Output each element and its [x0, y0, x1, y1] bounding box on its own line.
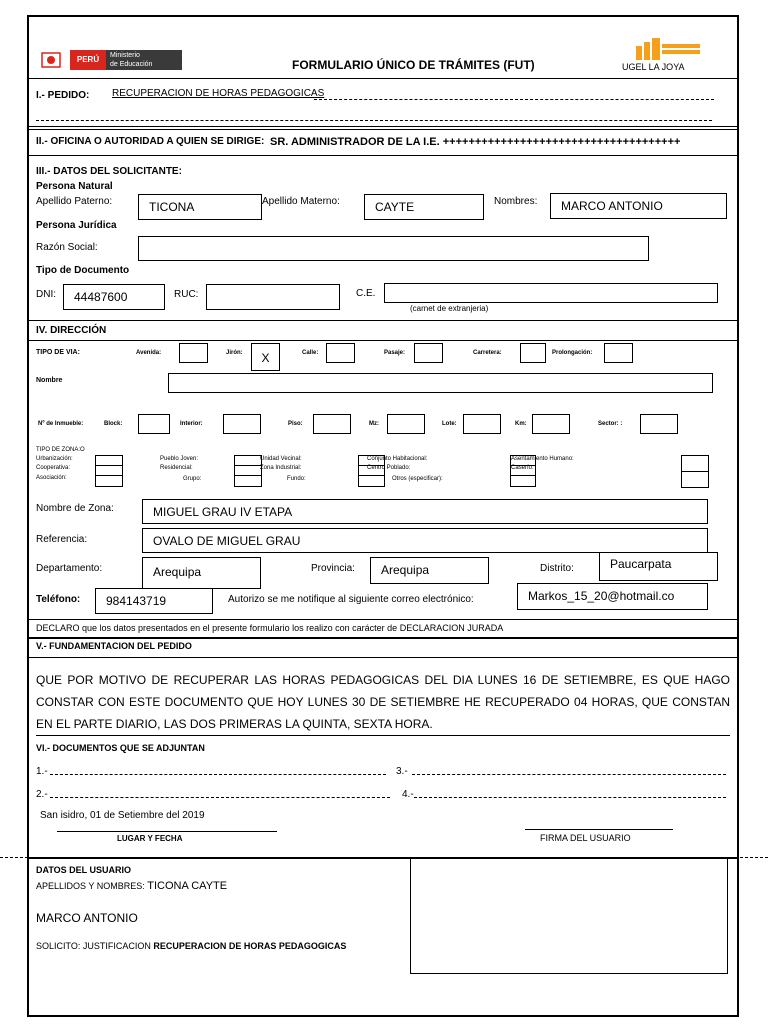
centro-poblado-label: Centro Poblado:: [367, 465, 411, 471]
fundamentacion-title: V.- FUNDAMENTACION DEL PEDIDO: [36, 641, 192, 651]
oficina-label: II.- OFICINA O AUTORIDAD A QUIEN SE DIRIGE:: [36, 136, 265, 147]
carretera-box[interactable]: [520, 343, 546, 363]
cooperativa-label: Cooperativa:: [36, 465, 71, 471]
urbanizacion-label: Urbanización:: [36, 456, 73, 462]
peru-shield-icon: [40, 52, 62, 68]
pedido-value[interactable]: RECUPERACION DE HORAS PEDAGOGICAS: [112, 88, 325, 99]
lote-label: Lote:: [442, 421, 457, 427]
usuario-solicito-label: SOLICITO: JUSTIFICACION: [36, 941, 151, 951]
ruc-label: RUC:: [174, 289, 199, 300]
fecha-text[interactable]: San isidro, 01 de Setiembre del 2019: [40, 810, 205, 821]
zona-col2-box3[interactable]: [234, 475, 262, 487]
lugar-fecha-label: LUGAR Y FECHA: [117, 834, 183, 843]
razon-social-label: Razón Social:: [36, 242, 98, 253]
apellido-materno-field[interactable]: CAYTE: [364, 194, 484, 220]
persona-juridica-label: Persona Jurídica: [36, 220, 117, 231]
nombre-via-label: Nombre: [36, 377, 63, 384]
fundamentacion-text[interactable]: QUE POR MOTIVO DE RECUPERAR LAS HORAS PEDAGOGICAS DEL DIA LUNES 16 DE SETIEMBRE, ES QUE HAGO CONSTAR CON ESTE DOCUMENTO QUE HOY LUNES 30 DE SETIEMBRE HE RECUPERADO 04 HORAS, QUE CONSTAN EN EL PARTE DIARIO, LAS DOS PRIMERAS LA QUINTA, SEXTA HORA.: [36, 673, 730, 731]
departamento-field[interactable]: Arequipa: [142, 557, 261, 589]
prolongacion-box[interactable]: [604, 343, 633, 363]
prolongacion-label: Prolongación:: [552, 350, 593, 356]
fundamentacion-underline: [36, 735, 730, 736]
referencia-label: Referencia:: [36, 534, 88, 545]
tipo-documento-label: Tipo de Documento: [36, 265, 130, 276]
unidad-vecinal-label: Unidad Vecinal:: [260, 456, 302, 462]
distrito-label: Distrito:: [540, 563, 574, 574]
fundo-label: Fundo:: [287, 476, 306, 482]
distrito-field[interactable]: Paucarpata: [599, 552, 718, 581]
dni-label: DNI:: [36, 289, 56, 300]
telefono-label: Teléfono:: [36, 594, 81, 605]
mz-label: Mz:: [369, 421, 379, 427]
documentos-title: VI.- DOCUMENTOS QUE SE ADJUNTAN: [36, 743, 205, 753]
pedido-line2: [36, 120, 712, 121]
usuario-apellidos-value[interactable]: TICONA CAYTE: [147, 880, 228, 892]
provincia-field[interactable]: Arequipa: [370, 557, 489, 584]
pasaje-label: Pasaje:: [384, 350, 406, 356]
km-box[interactable]: [532, 414, 570, 434]
documento-2-label: 2.-: [36, 789, 48, 800]
form-title: FORMULARIO ÚNICO DE TRÁMITES (FUT): [292, 58, 535, 72]
ministry-line1: Ministerio: [110, 52, 140, 59]
pasaje-box[interactable]: [414, 343, 443, 363]
jiron-box[interactable]: X: [251, 343, 280, 371]
sello-box: [410, 858, 728, 974]
nombre-zona-label: Nombre de Zona:: [36, 503, 114, 514]
pueblo-joven-label: Pueblo Joven:: [160, 456, 199, 462]
conjunto-habitacional-label: Conjunto Habitacional:: [367, 456, 428, 462]
km-label: Km:: [515, 421, 527, 427]
peru-label: PERÚ: [70, 50, 106, 70]
zona-col3-box3[interactable]: [358, 475, 385, 487]
usuario-title: DATOS DEL USUARIO: [36, 865, 132, 875]
direccion-title: IV. DIRECCIÓN: [36, 325, 107, 336]
zona-industrial-label: Zona Industrial:: [260, 465, 302, 471]
header-divider: [27, 78, 739, 79]
piso-box[interactable]: [313, 414, 351, 434]
referencia-field[interactable]: OVALO DE MIGUEL GRAU: [142, 528, 708, 553]
provincia-label: Provincia:: [311, 563, 355, 574]
jiron-label: Jirón:: [226, 350, 243, 356]
apellido-materno-label: Apellido Materno:: [262, 196, 340, 207]
nombre-zona-field[interactable]: MIGUEL GRAU IV ETAPA: [142, 499, 708, 524]
mz-box[interactable]: [387, 414, 425, 434]
lote-box[interactable]: [463, 414, 501, 434]
apellido-paterno-field[interactable]: TICONA: [138, 194, 262, 220]
usuario-apellidos-row: [36, 880, 227, 892]
pedido-divider: [27, 126, 739, 127]
dni-field[interactable]: 44487600: [63, 284, 165, 310]
documento-4-label: 4.-: [402, 789, 414, 800]
firma-label: FIRMA DEL USUARIO: [540, 833, 631, 843]
documento-3-label: 3.-: [396, 766, 408, 777]
asociacion-label: Asociación:: [36, 475, 67, 481]
apellido-paterno-label: Apellido Paterno:: [36, 196, 113, 207]
firma-line: [525, 829, 673, 830]
nombre-via-field[interactable]: [168, 373, 713, 393]
ugel-logo-icon: [636, 38, 700, 60]
avenida-label: Avenida:: [136, 350, 162, 356]
tipo-via-label: TIPO DE VIA:: [36, 349, 80, 356]
nombres-field[interactable]: MARCO ANTONIO: [550, 193, 727, 219]
zona-col5-box1[interactable]: [681, 455, 709, 472]
documento-1-label: 1.-: [36, 766, 48, 777]
declaro-text: DECLARO que los datos presentados en el presente formulario los realizo con carácter de DECLARACION JURADA: [36, 623, 504, 633]
interior-label: Interior:: [180, 421, 203, 427]
block-label: Block:: [104, 421, 123, 427]
avenida-box[interactable]: [179, 343, 208, 363]
zona-col5-box2[interactable]: [681, 471, 709, 488]
sector-box[interactable]: [640, 414, 678, 434]
departamento-label: Departamento:: [36, 563, 103, 574]
solicitante-title: III.- DATOS DEL SOLICITANTE:: [36, 166, 182, 177]
otros-label: Otros (especificar):: [392, 476, 443, 482]
usuario-nombres[interactable]: MARCO ANTONIO: [36, 911, 138, 925]
asentamiento-humano-label: Asentamiento Humano:: [511, 456, 574, 462]
caserio-label: Caserío:: [511, 465, 534, 471]
calle-label: Calle:: [302, 350, 319, 356]
oficina-value[interactable]: SR. ADMINISTRADOR DE LA I.E. +++++++++++++++++++++++++++++++++++++: [270, 136, 681, 148]
usuario-apellidos-label: APELLIDOS Y NOMBRES:: [36, 881, 145, 891]
nombres-label: Nombres:: [494, 196, 538, 207]
residencial-label: Residencial:: [160, 465, 193, 471]
ce-label: C.E.: [356, 288, 376, 299]
direccion-title-row: [27, 320, 739, 341]
documento-3-line[interactable]: [412, 774, 726, 775]
carnet-note: (carnet de extranjeria): [410, 304, 489, 313]
usuario-solicito-value[interactable]: RECUPERACION DE HORAS PEDAGOGICAS: [153, 941, 347, 951]
calle-box[interactable]: [326, 343, 355, 363]
grupo-label: Grupo:: [183, 476, 202, 482]
telefono-field[interactable]: 984143719: [95, 588, 213, 614]
sector-label: Sector: :: [598, 421, 623, 427]
ministry-line2: de Educación: [110, 61, 153, 68]
autorizo-label: Autorizo se me notifique al siguiente correo electrónico:: [228, 594, 474, 605]
ministry-label: [106, 50, 182, 70]
ce-field[interactable]: [384, 283, 718, 303]
persona-natural-label: Persona Natural: [36, 181, 113, 192]
piso-label: Piso:: [288, 421, 303, 427]
minedu-logo: [40, 50, 182, 70]
fecha-line: [57, 831, 277, 832]
block-box[interactable]: [138, 414, 170, 434]
inmueble-label: Nº de Inmueble:: [38, 421, 84, 427]
zona-col4-box3[interactable]: [510, 475, 536, 487]
interior-box[interactable]: [223, 414, 261, 434]
ugel-label: UGEL LA JOYA: [622, 62, 685, 72]
usuario-solicito-row: [36, 941, 346, 951]
pedido-line1: [314, 99, 714, 100]
tipo-zona-label: TIPO DE ZONA:O: [36, 447, 85, 453]
ruc-field[interactable]: [206, 284, 340, 310]
zona-col1-box3[interactable]: [95, 475, 123, 487]
documento-2-line[interactable]: [50, 797, 390, 798]
razon-social-field[interactable]: [138, 236, 649, 261]
carretera-label: Carretera:: [473, 350, 502, 356]
correo-field[interactable]: Markos_15_20@hotmail.co: [517, 583, 708, 610]
documento-1-line[interactable]: [50, 774, 386, 775]
pedido-label: I.- PEDIDO:: [36, 90, 90, 101]
documento-4-line[interactable]: [414, 797, 726, 798]
